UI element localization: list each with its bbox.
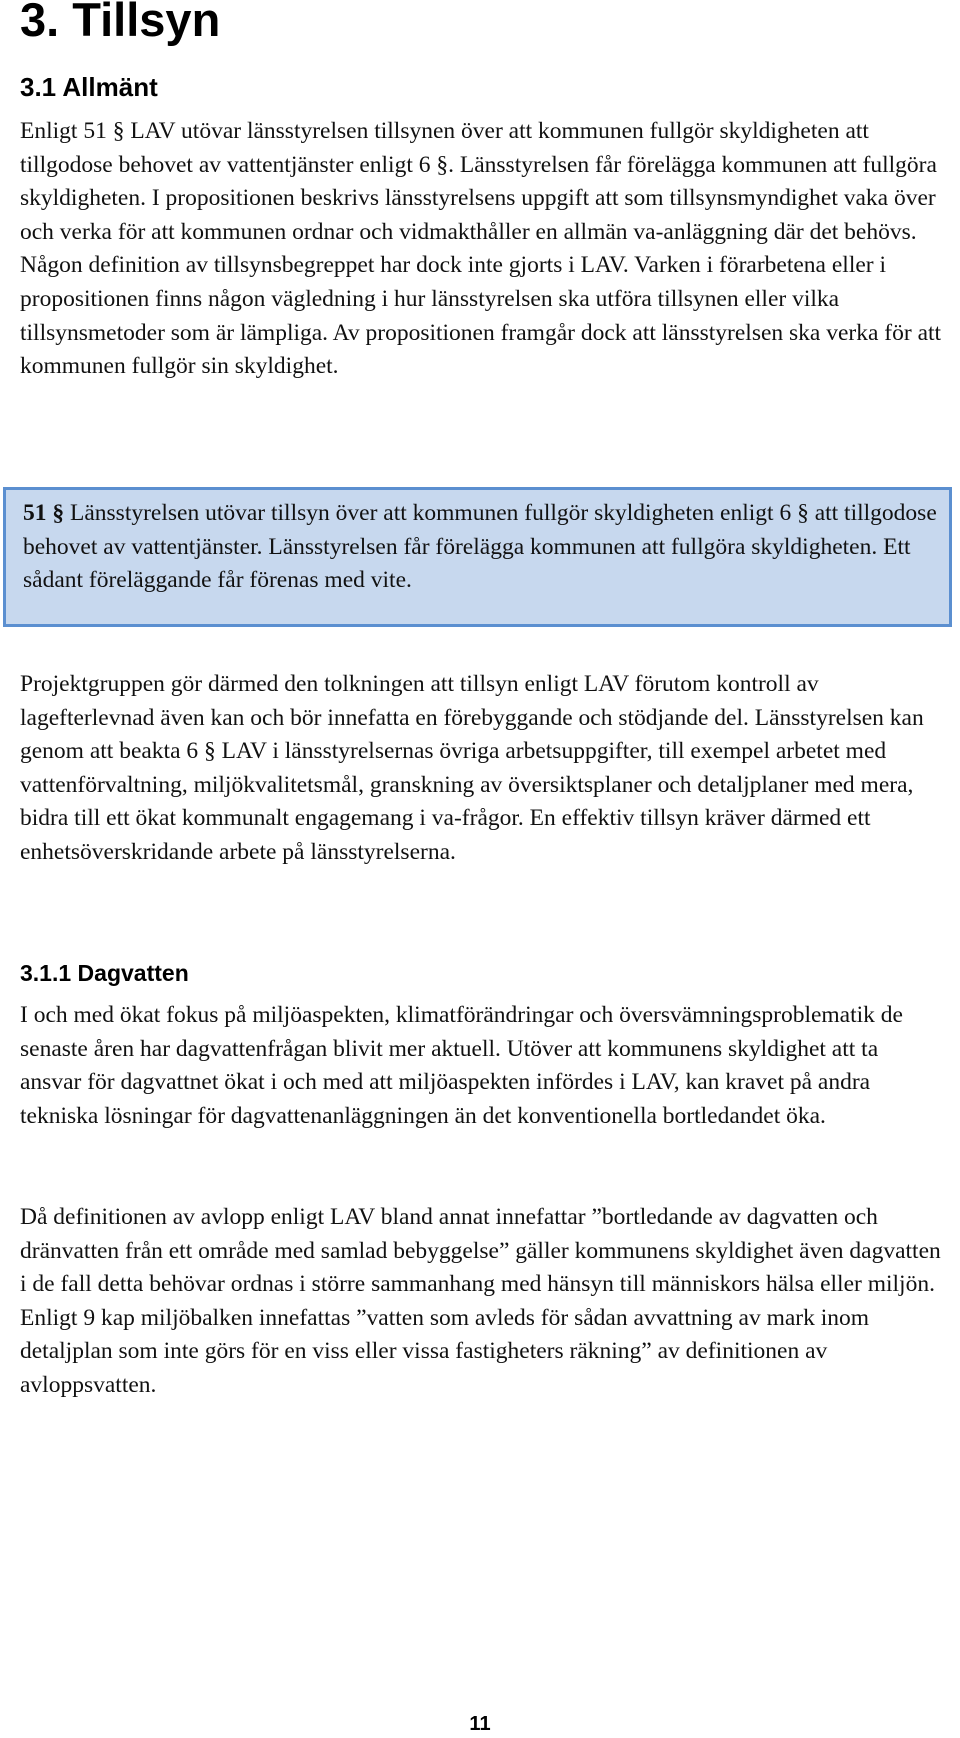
law-quote-reference: 51 §	[23, 500, 65, 526]
law-quote-box	[3, 487, 952, 627]
section-paragraph-1: Enligt 51 § LAV utövar länsstyrelsen tillsynen över att kommunen fullgör skyldigheten att tillgodose behovet av vattentjänster enligt 6 §. Länsstyrelsen får förelägga kommunen att fullgöra skyldigheten. I propositionen beskrivs länsstyrelsens uppgift att som tillsynsmyndighet vaka över och verka för att kommunen ordnar och vidmakthåller en allmän va-anläggning där det behövs. Någon definition av tillsynsbegreppet har dock inte gjorts i LAV. Varken i förarbetena eller i propositionen finns någon vägledning i hur länsstyrelsen ska utföra tillsynen eller vilka tillsynsmetoder som är lämpliga. Av propositionen framgår dock att länsstyrelsen ska verka för att kommunen fullgör sin skyldighet.	[20, 118, 942, 380]
law-quote-text: Länsstyrelsen utövar tillsyn över att kommunen fullgör skyldigheten enligt 6 § att tillgodose behovet av vattentjänster. Länsstyrelsen får förelägga kommunen att fullgöra skyldigheten. Ett sådant föreläggande får förenas med vite.	[23, 500, 937, 594]
chapter-heading: 3. Tillsyn	[20, 0, 221, 46]
subsection-heading: 3.1.1 Dagvatten	[20, 960, 189, 986]
law-quote	[23, 497, 943, 598]
page-number: 11	[469, 1713, 491, 1735]
section-paragraph-2: Projektgruppen gör därmed den tolkningen att tillsyn enligt LAV förutom kontroll av lagefterlevnad även kan och bör innefatta en förebyggande och stödjande del. Länsstyrelsen kan genom att beakta 6 § LAV i länsstyrelsernas övriga arbetsuppgifter, till exempel arbetet med vattenförvaltning, miljökvalitetsmål, granskning av översiktsplaner och detaljplaner med mera, bidra till ett ökat kommunalt engagemang i va-frågor. En effektiv tillsyn kräver därmed ett enhetsöverskridande arbete på länsstyrelserna.	[20, 671, 924, 865]
subsection-paragraph-1: I och med ökat fokus på miljöaspekten, klimatförändringar och översvämningsproblematik de senaste åren har dagvattenfrågan blivit mer aktuell. Utöver att kommunens skyldighet att ta ansvar för dagvattnet ökat i och med att miljöaspekten infördes i LAV, kan kravet på andra tekniska lösningar för dagvattenanläggningen än det konventionella bortledandet öka.	[20, 1002, 903, 1129]
subsection-paragraph-2: Då definitionen av avlopp enligt LAV bland annat innefattar ”bortledande av dagvatten och dränvatten från ett område med samlad bebyggelse” gäller kommunens skyldighet även dagvatten i de fall detta behövar ordnas i större sammanhang med hänsyn till människors hälsa eller miljön. Enligt 9 kap miljöbalken innefattas ”vatten som avleds för sådan avvattning av mark inom detaljplan som inte görs för en viss eller vissa fastigheters räkning” av definitionen av avloppsvatten.	[20, 1204, 941, 1398]
section-heading: 3.1 Allmänt	[20, 72, 158, 102]
